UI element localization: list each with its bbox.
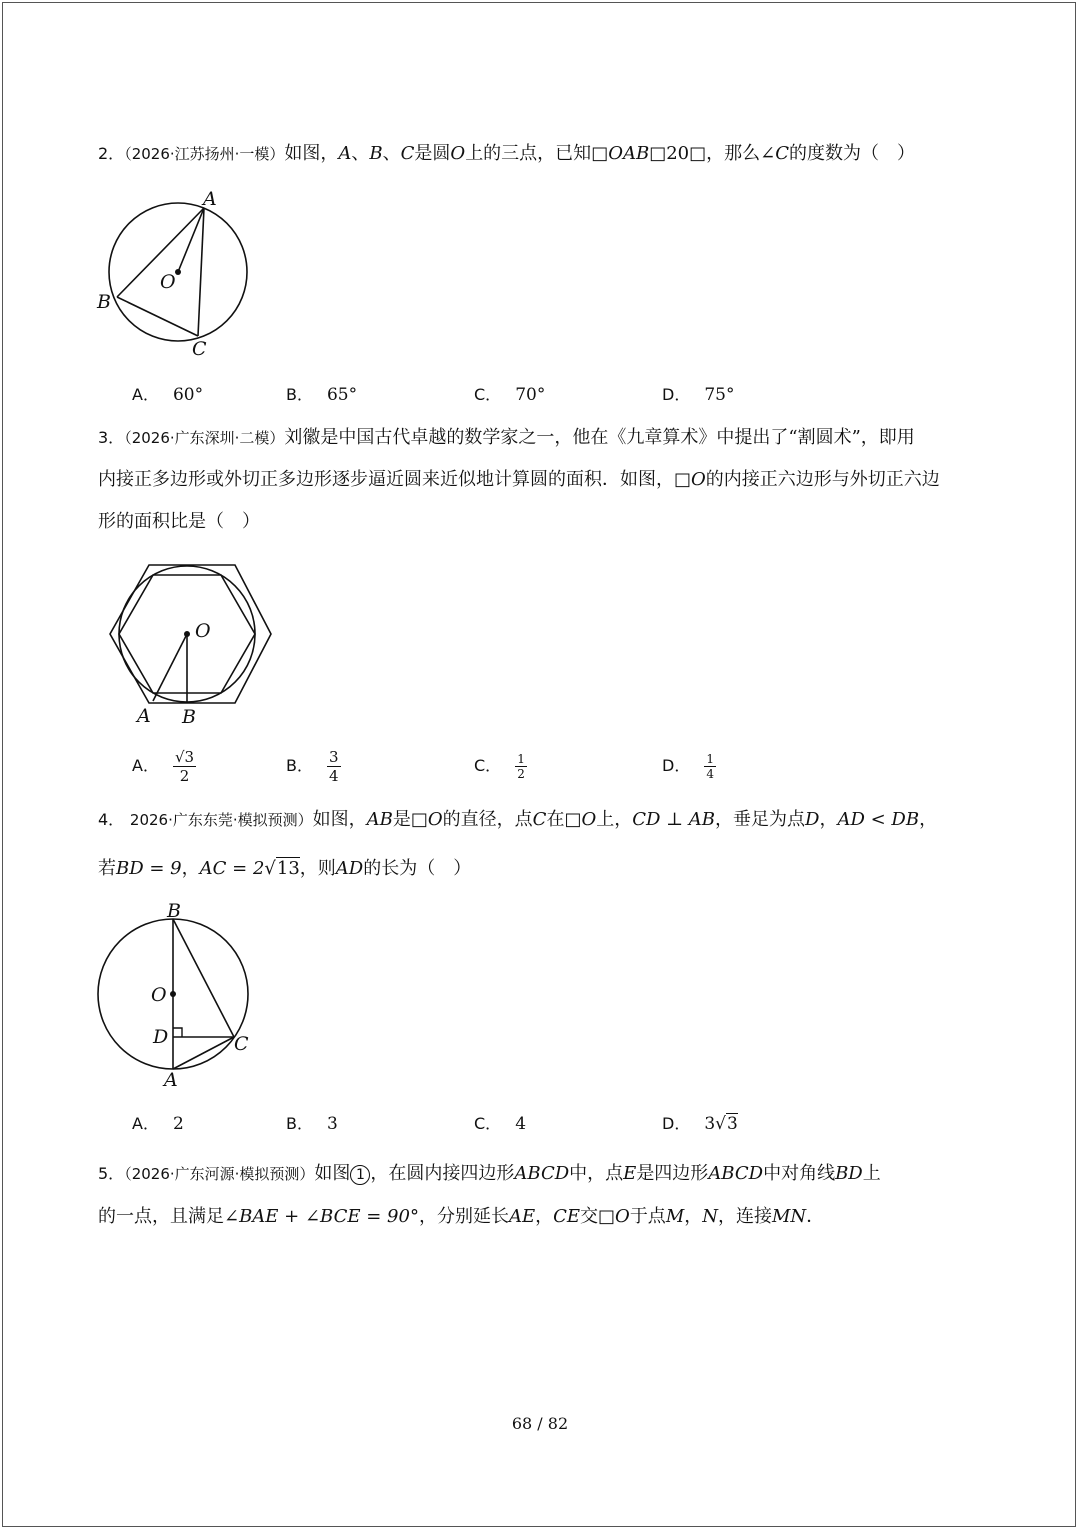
q4-label-b: B [167, 900, 181, 922]
page-number: 68 / 82 [511, 1414, 569, 1433]
circled-number: 1 [350, 1165, 370, 1185]
q2-option-b[interactable]: B． 65° [286, 385, 358, 405]
q4-stem-line1: 4． 2026·广东东莞·模拟预测）如图，AB是□O的直径，点C在□O上，CD ⊥ AB，垂足为点D，AD < DB， [98, 809, 938, 830]
q5-stem-line2: 的一点，且满足∠BAE + ∠BCE = 90°，分别延长AE，CE交□O于点M，N，连接MN． [98, 1206, 825, 1227]
q4-label-a: A [164, 1069, 178, 1091]
q2-label-b: B [97, 291, 111, 313]
q3-option-d[interactable]: D． $\frac{1}{4}$ [662, 752, 714, 781]
q2-option-a[interactable]: A． 60° [132, 385, 204, 405]
q3-stem-line3: 形的面积比是（ ） [98, 511, 260, 532]
q3-option-c[interactable]: C． $\frac{1}{2}$ [474, 752, 525, 781]
q3-label-a: A [137, 705, 151, 727]
q4-label-o: O [151, 984, 167, 1006]
q3-label-b: B [182, 706, 196, 728]
q4-label-d: D [153, 1026, 169, 1048]
q3-label-o: O [195, 620, 211, 642]
q3-figure [100, 555, 280, 730]
q4-figure [88, 898, 268, 1093]
q2-stem: 2．（2026·江苏扬州·一模）如图，A、B、C是圆O上的三点，已知□OAB□20□，那么∠C的度数为（ ） [98, 143, 915, 164]
q2-figure [90, 185, 260, 360]
q2-label-a: A [203, 188, 217, 210]
q3-stem-line2: 内接正多边形或外切正多边形逐步逼近圆来近似地计算圆的面积．如图，□O的内接正六边形与外切正六边 [98, 469, 940, 490]
q4-option-c[interactable]: C． 4 [474, 1114, 527, 1134]
q4-label-c: C [234, 1033, 249, 1055]
q5-stem-line1: 5．（2026·广东河源·模拟预测）如图 1 ，在圆内接四边形ABCD中，点E是四边形ABCD中对角线BD上 [98, 1163, 881, 1184]
q3-option-a[interactable]: A． $\frac{√3}{2}$ [132, 748, 195, 785]
q3-stem-line1: 3．（2026·广东深圳·二模）刘徽是中国古代卓越的数学家之一，他在《九章算术》中提出了“割圆术”，即用 [98, 427, 915, 448]
q4-stem-line2: 若BD = 9，AC = 2√13，则AD的长为（ ） [98, 858, 472, 879]
q2-label-c: C [192, 338, 207, 360]
q4-option-d[interactable]: D． 3√3 [662, 1114, 738, 1134]
q2-option-d[interactable]: D． 75° [662, 385, 735, 405]
q4-option-a[interactable]: A． 2 [132, 1114, 184, 1134]
q2-label-o: O [160, 271, 176, 293]
q2-option-c[interactable]: C． 70° [474, 385, 546, 405]
q4-option-b[interactable]: B． 3 [286, 1114, 338, 1134]
q3-option-b[interactable]: B． $\frac{3}{4}$ [286, 748, 339, 785]
